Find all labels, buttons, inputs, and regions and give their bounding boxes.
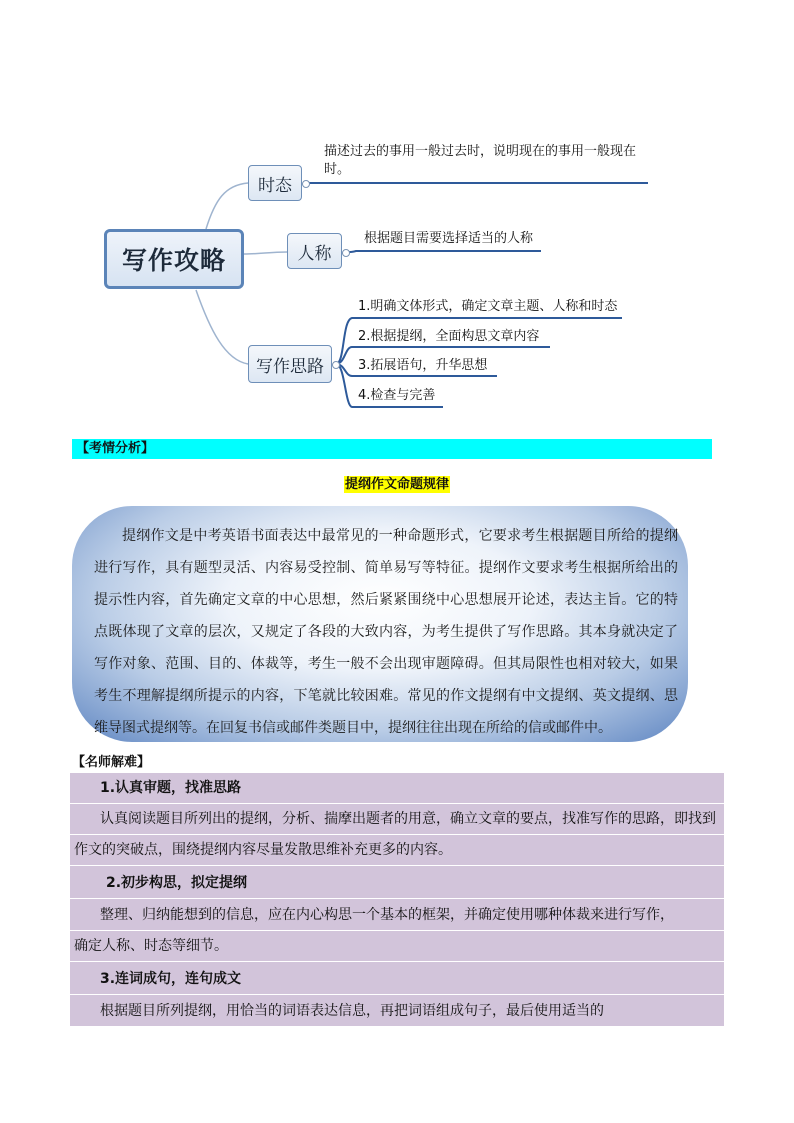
branch-writing-approach: 写作思路 [248,345,332,383]
teacher-header: 【名师解难】 [72,755,151,770]
teacher-step-1-text: 认真阅读题目所列出的提纲，分析、揣摩出题者的用意，确立文章的要点，找准写作的思路，即找到 [70,804,724,835]
teacher-step-2-text-cont: 确定人称、时态等细节。 [70,931,724,962]
mind-map [0,0,794,420]
analysis-bubble [72,506,688,742]
teacher-step-2-title: 2.初步构思，拟定提纲 [70,868,724,899]
branch-person: 人称 [287,233,342,269]
analysis-paragraph: 提纲作文是中考英语书面表达中最常见的一种命题形式，它要求考生根据题目所给的提纲进行写作，具有题型灵活、内容易受控制、简单易写等特征。提纲作文要求考生根据所给出的提示性内容，首先确定文章的中心思想，然后紧紧围绕中心思想展开论述，表达主旨。它的特点既体现了文章的层次，又规定了各段的大致内容，为考生提供了写作思路。其本身就决定了写作对象、范围、目的、体裁等，考生一般不会出现审题障碍。但其局限性也相对较大，如果考生不理解提纲所提示的内容，下笔就比较困难。常见的作文提纲有中文提纲、英文提纲、思维导图式提纲等。在回复书信或邮件类题目中，提纲往往出现在所给的信或邮件中。 [94,528,678,736]
leaf-writing-1: 1.明确文体形式，确定文章主题、人称和时态 [358,299,618,314]
analysis-subtitle-text: 提纲作文命题规律 [344,477,449,492]
teacher-step-3-title: 3.连词成句，连句成文 [70,964,724,995]
branch-tense: 时态 [248,165,302,201]
leaf-person: 根据题目需要选择适当的人称 [364,231,534,246]
leaf-writing-3: 3.拓展语句，升华思想 [358,358,488,373]
mind-map-root: 写作攻略 [104,229,244,289]
leaf-writing-2: 2.根据提纲，全面构思文章内容 [358,329,540,344]
teacher-step-1-text-cont: 作文的突破点，围绕提纲内容尽量发散思维补充更多的内容。 [70,835,724,866]
teacher-panel [70,773,724,1027]
teacher-step-3-text: 根据题目所列提纲，用恰当的词语表达信息，再把词语组成句子，最后使用适当的 [70,996,724,1027]
branch-person-collapse-dot [342,249,350,257]
analysis-header: 【考情分析】 [72,439,712,459]
leaf-writing-4: 4.检查与完善 [358,388,436,403]
leaf-tense-line-1: 描述过去的事用一般过去时，说明现在的事用一般现在 [324,144,637,159]
analysis-subtitle [0,473,794,492]
teacher-step-2-text: 整理、归纳能想到的信息，应在内心构思一个基本的框架，并确定使用哪种体裁来进行写作， [70,900,724,931]
branch-tense-collapse-dot [302,180,310,188]
teacher-step-1-title: 1.认真审题，找准思路 [70,773,724,804]
leaf-tense-line-2: 时。 [324,162,351,177]
branch-writing-collapse-dot [332,361,340,369]
